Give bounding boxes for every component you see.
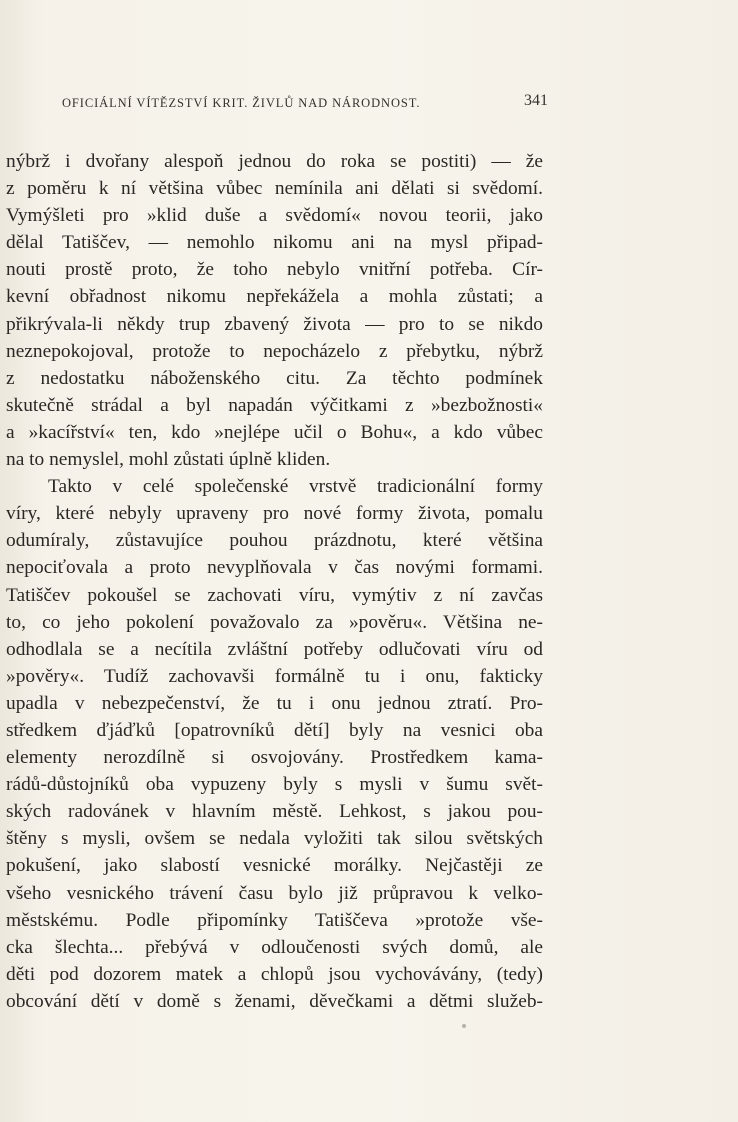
running-title: OFICIÁLNÍ VÍTĚZSTVÍ KRIT. ŽIVLŮ NAD NÁRODNOST. <box>62 96 421 110</box>
paragraph-last-line: na to nemyslel, mohl zůstati úplně kliden. <box>6 449 331 471</box>
text-line: to, co jeho pokolení považovalo za »pověru«. Většina ne- <box>6 611 543 633</box>
text-line: kevní obřadnost nikomu nepřekážela a mohla zůstati; a <box>6 286 543 308</box>
text-line: víry, které nebyly upraveny pro nové formy života, pomalu <box>6 503 543 525</box>
text-line: neznepokojoval, protože to nepocházelo z přebytku, nýbrž <box>6 340 543 362</box>
ink-speck <box>462 1024 466 1028</box>
page-number: 341 <box>524 92 548 109</box>
body-text <box>6 148 543 1015</box>
running-head <box>62 92 548 116</box>
text-line: cka šlechta... přebývá v odloučenosti svých domů, ale <box>6 936 543 958</box>
text-line: odhodlala se a necítila zvláštní potřeby odlučovati víru od <box>6 638 543 660</box>
text-line: všeho vesnického trávení času bylo již průpravou k velko- <box>6 882 543 904</box>
text-line: elementy nerozdílně si osvojovány. Prostředkem kama- <box>6 747 543 769</box>
text-line: dělal Tatiščev, — nemohlo nikomu ani na mysl připad- <box>6 232 543 254</box>
text-line: rádů-důstojníků oba vypuzeny byly s mysli v šumu svět- <box>6 774 543 796</box>
text-line: odumíraly, zůstavujíce pouhou prázdnotu, které většina <box>6 530 543 552</box>
paragraph-first-line: Takto v celé společenské vrstvě tradicionální formy <box>48 476 543 498</box>
text-line: děti pod dozorem matek a chlopů jsou vychovávány, (tedy) <box>6 963 543 985</box>
text-line: skutečně strádal a byl napadán výčitkami z »bezbožnosti« <box>6 394 543 416</box>
text-line: obcování dětí v domě s ženami, děvečkami a dětmi služeb- <box>6 990 543 1012</box>
text-line: Vymýšleti pro »klid duše a svědomí« novou teorii, jako <box>6 205 543 227</box>
text-line: »pověry«. Tudíž zachovavši formálně tu i onu, fakticky <box>6 665 543 687</box>
text-line: pokušení, jako slabostí vesnické morálky. Nejčastěji ze <box>6 855 543 877</box>
text-line: městskému. Podle připomínky Tatiščeva »protože vše- <box>6 909 543 931</box>
text-line: a »kacířství« ten, kdo »nejlépe učil o Bohu«, a kdo vůbec <box>6 421 543 443</box>
text-line: nepociťovala a proto nevyplňovala v čas novými formami. <box>6 557 543 579</box>
text-line: štěny s mysli, ovšem se nedala vyložiti tak silou světských <box>6 828 543 850</box>
text-line: nouti prostě proto, že toho nebylo vnitřní potřeba. Cír- <box>6 259 543 281</box>
text-line: z poměru k ní většina vůbec nemínila ani dělati si svědomí. <box>6 178 543 200</box>
text-line: přikrývala-li někdy trup zbavený života — pro to se nikdo <box>6 313 543 335</box>
text-line: Tatiščev pokoušel se zachovati víru, vymýtiv z ní zavčas <box>6 584 543 606</box>
text-line: upadla v nebezpečenství, že tu i onu jednou ztratí. Pro- <box>6 692 543 714</box>
text-line: středkem ďjáďků [opatrovníků dětí] byly na vesnici oba <box>6 719 543 741</box>
text-line: ských radovánek v hlavním městě. Lehkost, s jakou pou- <box>6 801 543 823</box>
text-line: z nedostatku náboženského citu. Za těchto podmínek <box>6 367 543 389</box>
text-line: nýbrž i dvořany alespoň jednou do roka se postiti) — že <box>6 151 543 172</box>
